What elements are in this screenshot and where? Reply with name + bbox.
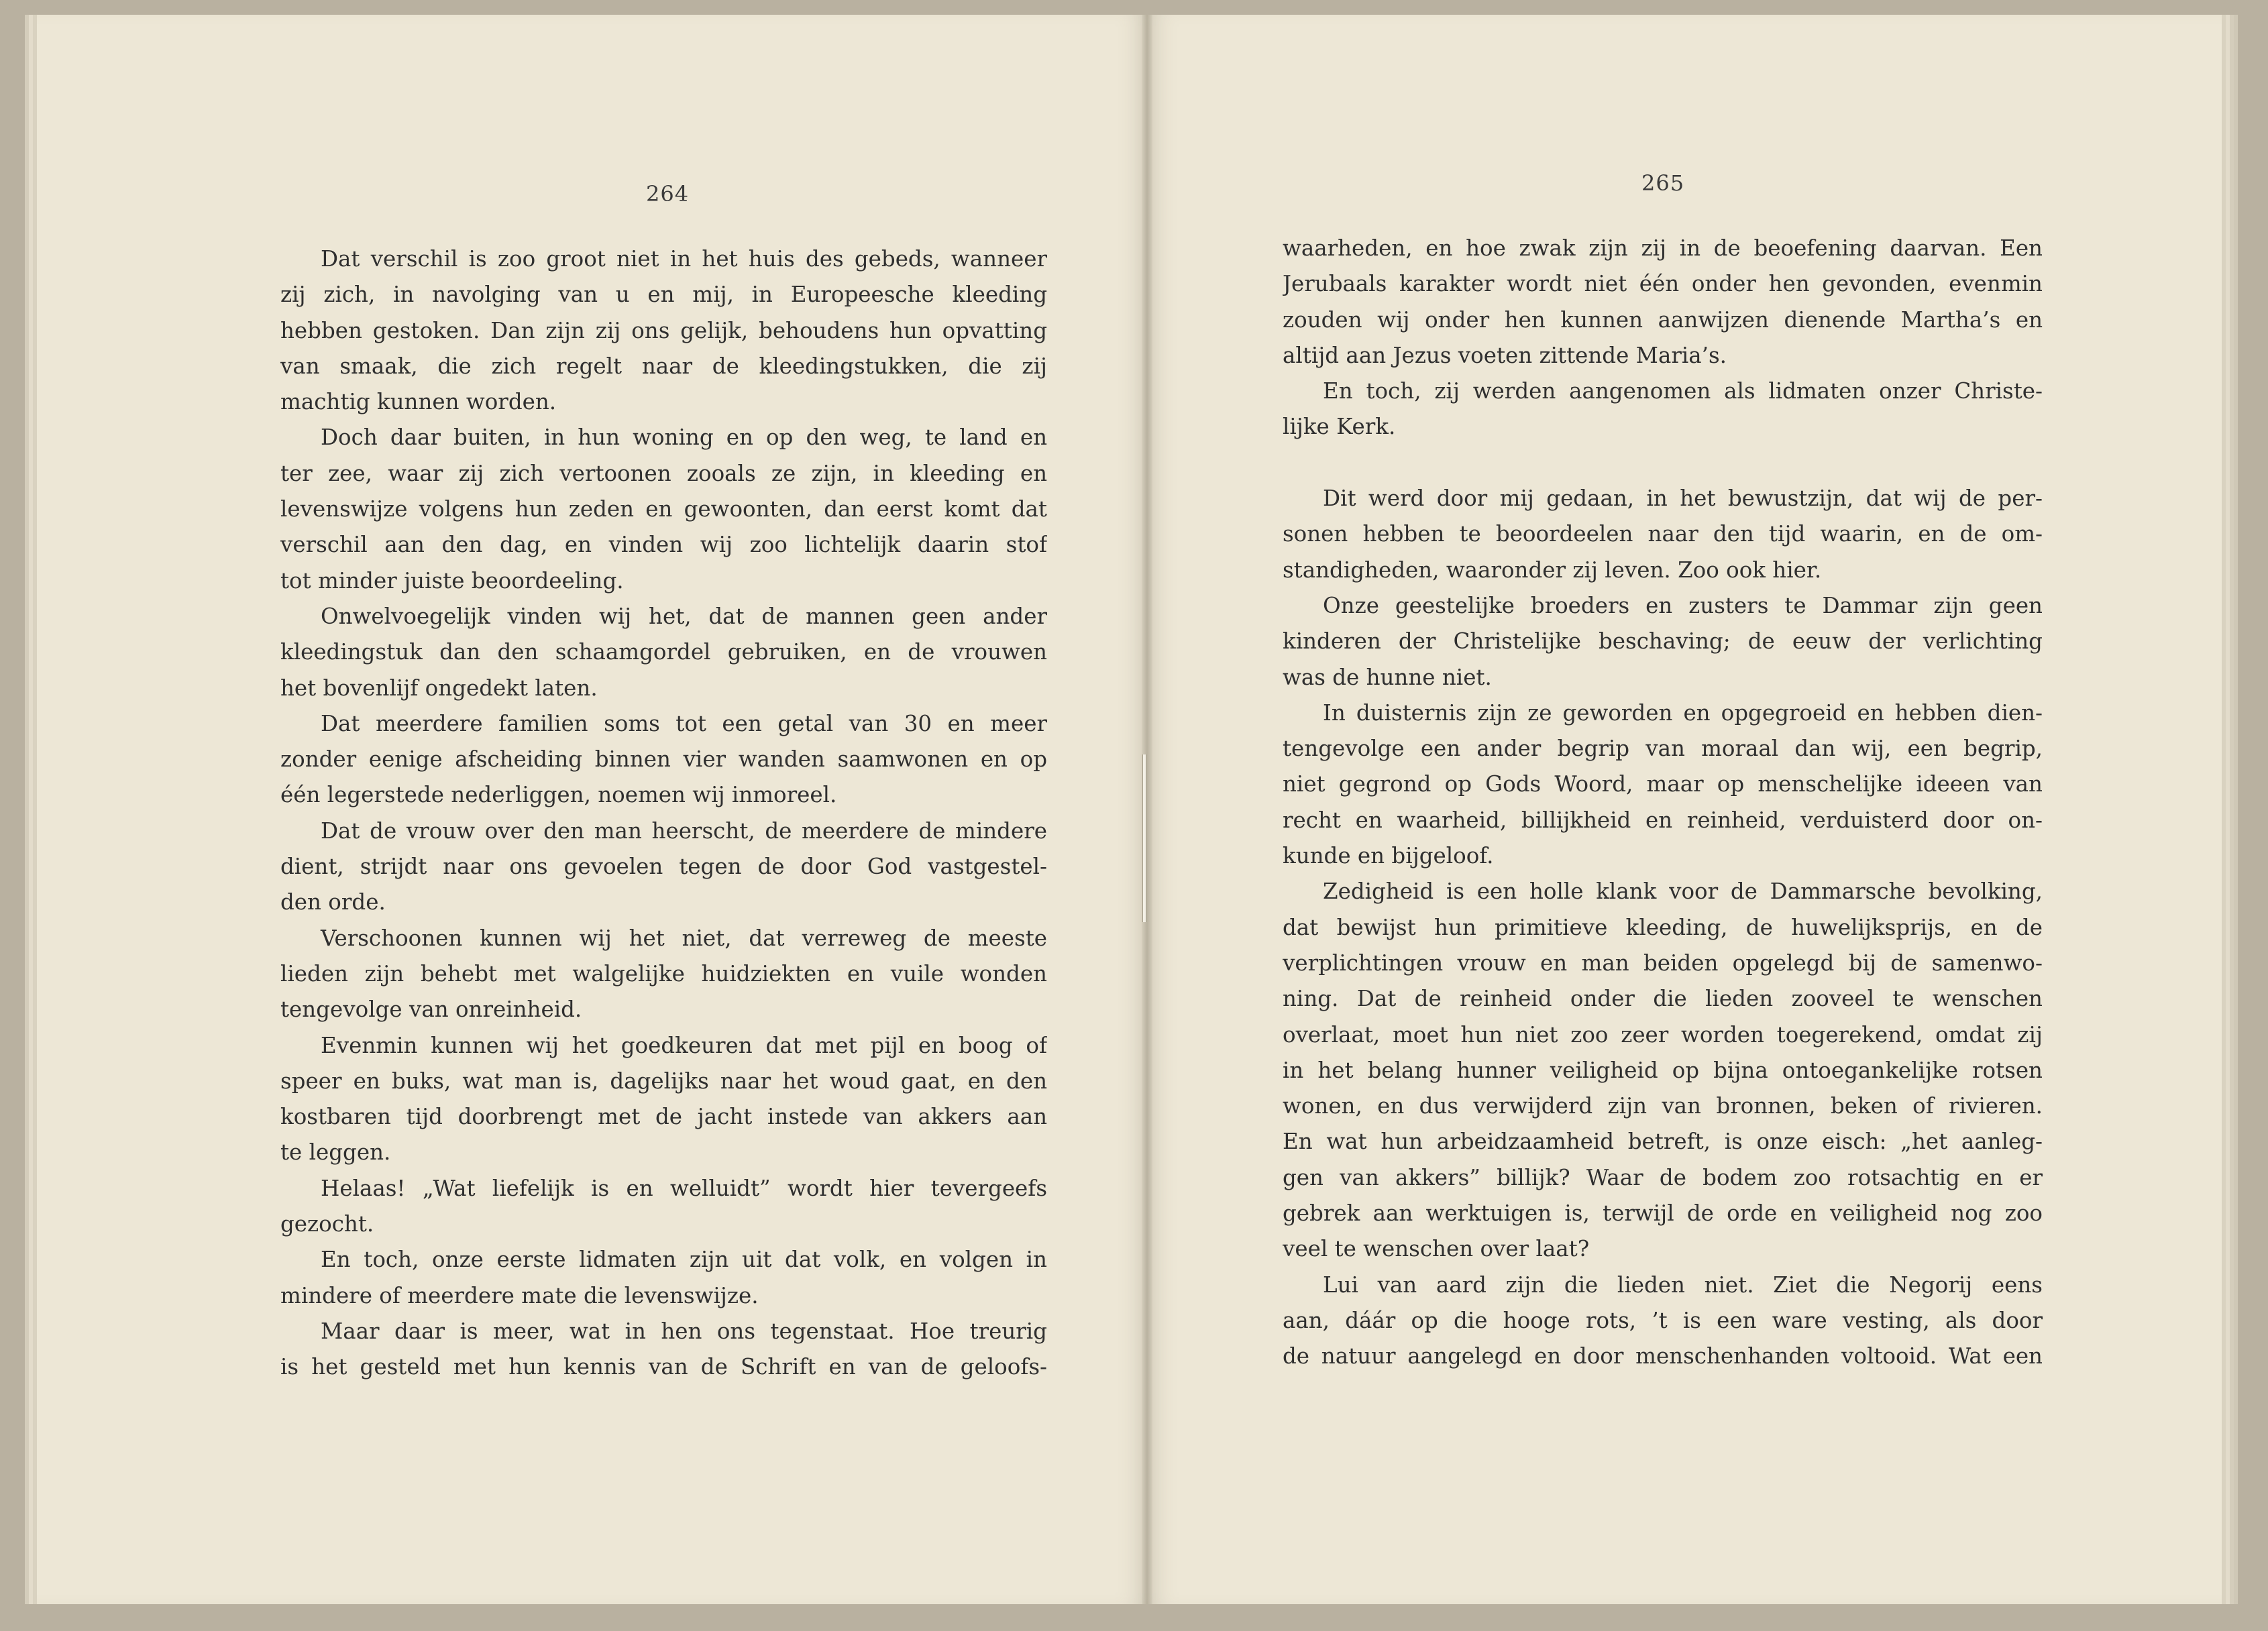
left-page-text [280,241,1047,1386]
text-line: te leggen. [280,1139,391,1166]
text-line: speer en buks, wat man is, dagelijks naar het woud gaat, en den [280,1068,1047,1094]
text-line: mindere of meerdere mate die levenswijze. [280,1282,759,1308]
text-line: Zedigheid is een holle klank voor de Dammarsche bevolking, [1323,879,2043,905]
text-line: En toch, onze eerste lidmaten zijn uit dat volk, en volgen in [321,1247,1047,1273]
text-line: kinderen der Christelijke beschaving; de eeuw der verlichting [1283,628,2043,655]
text-line: tengevolge een ander begrip van moraal dan wij, een begrip, [1283,736,2043,762]
text-line: overlaat, moet hun niet zoo zeer worden toegerekend, omdat zij [1283,1021,2043,1048]
text-line: Onwelvoegelijk vinden wij het, dat de mannen geen ander [321,603,1047,629]
right-page [1147,15,2222,1604]
page-number-right: 265 [1641,170,1685,196]
text-line: hebben gestoken. Dan zijn zij ons gelijk, behoudens hun opvatting [280,317,1047,343]
text-line: van smaak, die zich regelt naar de kleedingstukken, die zij [280,353,1047,379]
text-line: is het gesteld met hun kennis van de Schrift en van de geloofs- [280,1354,1047,1380]
text-line: ning. Dat de reinheid onder die lieden zooveel te wenschen [1283,986,2043,1012]
text-line: in het belang hunner veiligheid op bijna ontoegankelijke rotsen [1283,1057,2043,1083]
text-line: recht en waarheid, billijkheid en reinheid, verduisterd door on- [1283,807,2043,833]
text-line: altijd aan Jezus voeten zittende Maria’s. [1283,342,1727,368]
text-line: kleedingstuk dan den schaamgordel gebruiken, en de vrouwen [280,639,1047,665]
text-line: machtig kunnen worden. [280,389,557,415]
text-line: Helaas! „Wat liefelijk is en welluidt” wordt hier tevergeefs [321,1175,1047,1201]
text-line: En wat hun arbeidzaamheid betreft, is onze eisch: „het aanleg- [1283,1129,2043,1155]
text-line: Dat verschil is zoo groot niet in het huis des gebeds, wanneer [321,246,1047,272]
text-line: kunde en bijgeloof. [1283,843,1494,869]
binding-stitch [1142,754,1146,922]
text-line: dat bewijst hun primitieve kleeding, de huwelijksprijs, en de [1283,914,2043,940]
text-line: veel te wenschen over laat? [1283,1236,1590,1262]
text-line [1283,445,2043,481]
text-line: verplichtingen vrouw en man beiden opgelegd bij de samenwo- [1283,950,2043,976]
text-line: gen van akkers” billijk? Waar de bodem zoo rotsachtig en er [1283,1164,2043,1190]
text-line: zonder eenige afscheiding binnen vier wanden saamwonen en op [280,746,1047,773]
text-line: Onze geestelijke broeders en zusters te Dammar zijn geen [1323,592,2043,618]
text-line: het bovenlijf ongedekt laten. [280,675,598,701]
page-number-left: 264 [646,181,690,207]
text-line: was de hunne niet. [1283,664,1492,690]
text-line: ter zee, waar zij zich vertoonen zooals ze zijn, in kleeding en [280,460,1047,486]
left-page [37,15,1147,1604]
text-line: zouden wij onder hen kunnen aanwijzen dienende Martha’s en [1283,306,2043,333]
text-line: Lui van aard zijn die lieden niet. Ziet die Negorij eens [1323,1272,2043,1298]
text-line: Evenmin kunnen wij het goedkeuren dat met pijl en boog of [321,1032,1047,1058]
text-line: één legerstede nederliggen, noemen wij inmoreel. [280,782,837,808]
text-line: kostbaren tijd doorbrengt met de jacht instede van akkers aan [280,1104,1047,1130]
text-line: niet gegrond op Gods Woord, maar op menschelijke ideeen van [1283,771,2043,797]
text-line: sonen hebben te beoordeelen naar den tijd waarin, en de om- [1283,521,2043,547]
text-line: Dat de vrouw over den man heerscht, de meerdere de mindere [321,818,1047,844]
text-line: levenswijze volgens hun zeden en gewoonten, dan eerst komt dat [280,496,1047,522]
text-line: dient, strijdt naar ons gevoelen tegen de door God vastgestel- [280,854,1047,880]
text-line: wonen, en dus verwijderd zijn van bronnen, beken of rivieren. [1283,1093,2043,1119]
text-line: tot minder juiste beoordeeling. [280,567,624,594]
text-line: standigheden, waaronder zij leven. Zoo ook hier. [1283,557,1822,583]
text-line: Dit werd door mij gedaan, in het bewustzijn, dat wij de per- [1323,486,2043,512]
text-line: aan, dáár op die hooge rots, ’t is een ware vesting, als door [1283,1307,2043,1333]
text-line: lieden zijn behebt met walgelijke huidziekten en vuile wonden [280,960,1047,987]
text-line: de natuur aangelegd en door menschenhanden voltooid. Wat een [1283,1343,2043,1369]
text-line: Verschoonen kunnen wij het niet, dat verreweg de meeste [321,925,1047,951]
text-line: Maar daar is meer, wat in hen ons tegenstaat. Hoe treurig [321,1318,1047,1344]
text-line: waarheden, en hoe zwak zijn zij in de beoefening daarvan. Een [1283,235,2043,261]
right-page-text [1283,231,2043,1375]
text-line: verschil aan den dag, en vinden wij zoo lichtelijk daarin stof [280,532,1047,558]
text-line: Dat meerdere familien soms tot een getal van 30 en meer [321,710,1047,736]
text-line: zij zich, in navolging van u en mij, in Europeesche kleeding [280,282,1047,308]
text-line: Doch daar buiten, in hun woning en op den weg, te land en [321,425,1047,451]
text-line: den orde. [280,889,386,915]
text-line: tengevolge van onreinheid. [280,997,582,1023]
text-line: In duisternis zijn ze geworden en opgegroeid en hebben dien- [1323,699,2043,726]
text-line: gebrek aan werktuigen is, terwijl de orde en veiligheid nog zoo [1283,1200,2043,1227]
text-line: lijke Kerk. [1283,414,1396,440]
text-line: Jerubaals karakter wordt niet één onder hen gevonden, evenmin [1283,271,2043,297]
text-line: En toch, zij werden aangenomen als lidmaten onzer Christe- [1323,378,2043,404]
text-line: gezocht. [280,1211,374,1237]
